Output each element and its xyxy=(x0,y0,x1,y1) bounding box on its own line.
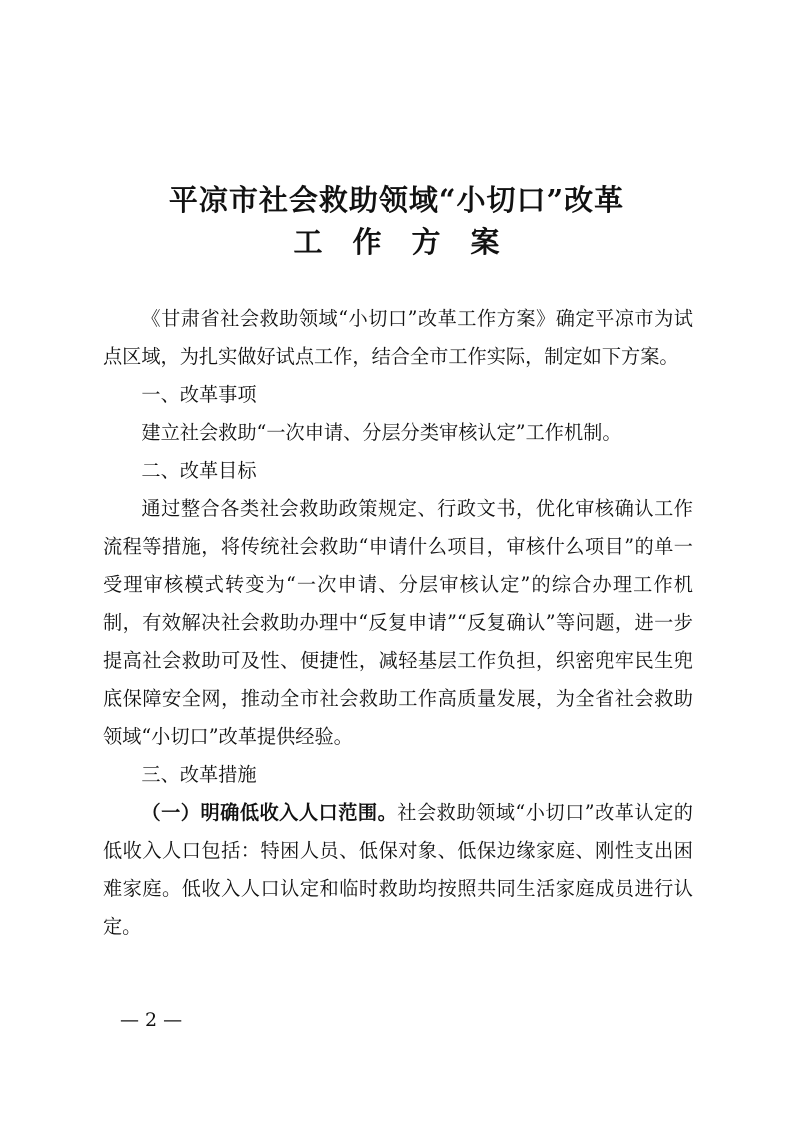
subsection-lead-1: （一）明确低收入人口范围。 xyxy=(141,801,398,824)
subsection-paragraph-1 xyxy=(103,794,693,946)
document-title-line2: 工作方案 xyxy=(293,225,530,259)
section-heading-1: 一、改革事项 xyxy=(141,383,257,406)
section-body-1: 建立社会救助“一次申请、分层分类审核认定”工作机制。 xyxy=(141,421,622,444)
document-body xyxy=(103,300,693,946)
page-number: — 2 — xyxy=(120,1009,183,1031)
section-heading-3: 三、改革措施 xyxy=(141,763,257,786)
subsection-body-1: 社会救助领域“小切口”改革认定的低收入人口包括：特困人员、低保对象、低保边缘家庭、刚性支出困难家庭。低收入人口认定和临时救助均按照共同生活家庭成员进行认定。 xyxy=(103,801,693,938)
document-title-line1: 平凉市社会救助领域“小切口”改革 xyxy=(168,183,625,217)
intro-paragraph: 《甘肃省社会救助领域“小切口”改革工作方案》确定平凉市为试点区域，为扎实做好试点工作，结合全市工作实际，制定如下方案。 xyxy=(103,307,693,368)
section-heading-2: 二、改革目标 xyxy=(141,459,257,482)
section-body-2: 通过整合各类社会救助政策规定、行政文书，优化审核确认工作流程等措施，将传统社会救助“申请什么项目，审核什么项目”的单一受理审核模式转变为“一次申请、分层审核认定”的综合办理工作机制，有效解决社会救助办理中“反复申请”“反复确认”等问题，进一步提高社会救助可及性、便捷性，减轻基层工作负担，织密兜牢民生兜底保障安全网，推动全市社会救助工作高质量发展，为全省社会救助领域“小切口”改革提供经验。 xyxy=(103,497,693,748)
